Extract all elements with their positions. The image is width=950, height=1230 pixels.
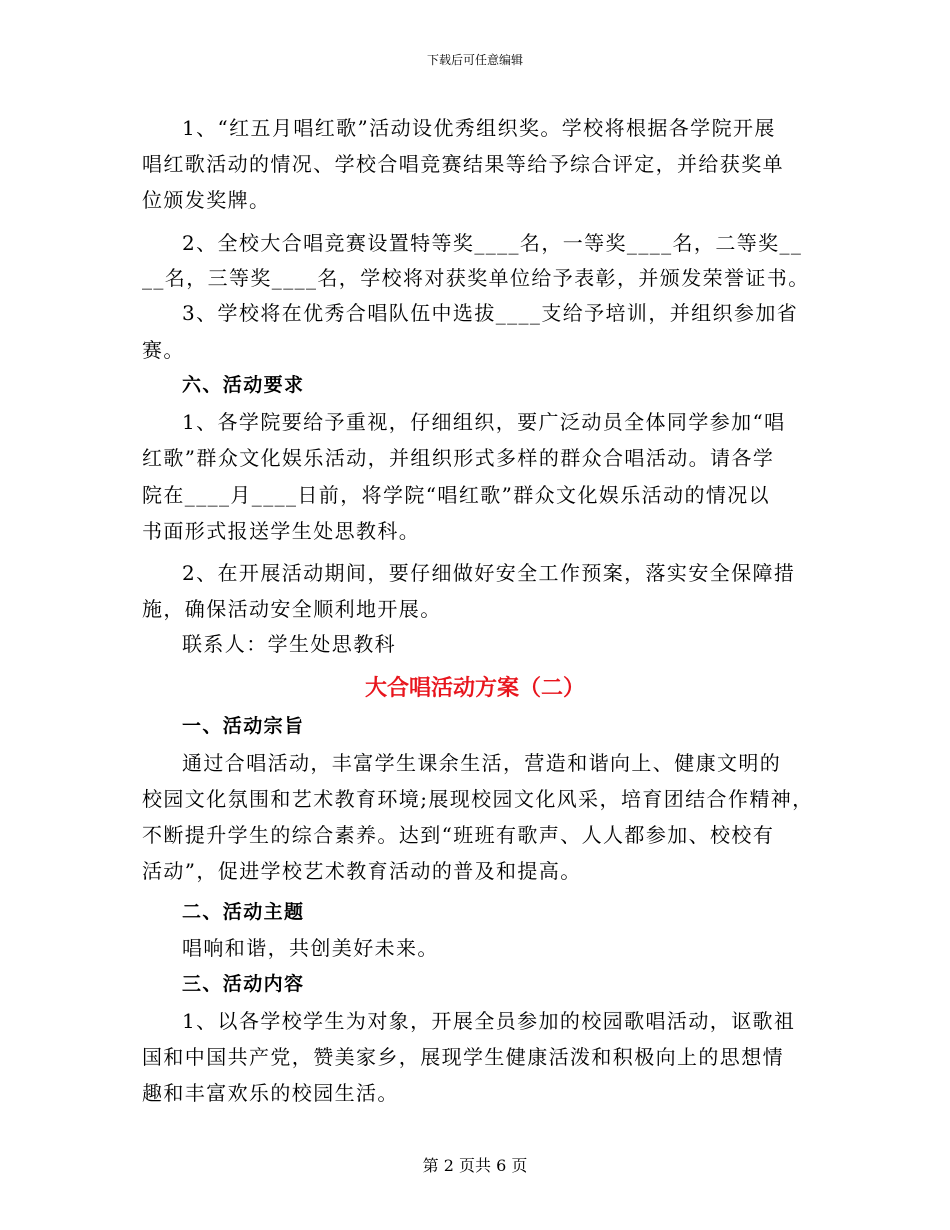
paragraph-line: 国和中国共产党，赞美家乡，展现学生健康活泼和积极向上的思想情	[142, 1045, 784, 1069]
paragraph-line: __名，三等奖____名，学校将对获奖单位给予表彰，并颁发荣誉证书。	[142, 266, 810, 290]
paragraph-line: 赛。	[142, 338, 185, 362]
paragraph-line: 2、全校大合唱竞赛设置特等奖____名，一等奖____名，二等奖__	[182, 231, 803, 255]
paragraph-line: 唱响和谐，共创美好未来。	[182, 936, 439, 960]
section-heading: 一、活动宗旨	[182, 715, 305, 737]
paragraph-line: 2、在开展活动期间，要仔细做好安全工作预案，落实安全保障措	[182, 561, 796, 585]
paragraph-line: 趣和丰富欢乐的校园生活。	[142, 1081, 399, 1105]
paragraph-line: 院在____月____日前，将学院“唱红歌”群众文化娱乐活动的情况以	[142, 483, 771, 507]
paragraph-line: 唱红歌活动的情况、学校合唱竞赛结果等给予综合评定，并给获奖单	[142, 152, 784, 176]
page-header: 下载后可任意编辑	[426, 53, 523, 67]
paragraph-line: 1、各学院要给予重视，仔细组织，要广泛动员全体同学参加“唱	[182, 410, 786, 434]
paragraph-line: 书面形式报送学生处思教科。	[142, 519, 421, 543]
section-heading: 二、活动主题	[182, 901, 305, 923]
paragraph-line: 1、以各学校学生为对象，开展全员参加的校园歌唱活动，讴歌祖	[182, 1009, 796, 1033]
paragraph-line: 不断提升学生的综合素养。达到“班班有歌声、人人都参加、校校有	[142, 823, 775, 847]
paragraph-line: 校园文化氛围和艺术教育环境;展现校园文化风采，培育团结合作精神，	[142, 787, 814, 811]
paragraph-line: 活动”，促进学校艺术教育活动的普及和提高。	[142, 859, 582, 883]
paragraph-line: 通过合唱活动，丰富学生课余生活，营造和谐向上、健康文明的	[182, 751, 782, 775]
page-footer: 第 2 页共 6 页	[422, 1156, 528, 1175]
paragraph-line: 位颁发奖牌。	[142, 188, 271, 212]
paragraph-line: 红歌”群众文化娱乐活动，并组织形式多样的群众合唱活动。请各学	[142, 446, 775, 470]
section-heading: 六、活动要求	[182, 374, 305, 396]
section-title: 大合唱活动方案（二）	[364, 676, 585, 701]
contact-line: 联系人：学生处思教科	[182, 632, 396, 656]
paragraph-line: 1、“红五月唱红歌”活动设优秀组织奖。学校将根据各学院开展	[182, 116, 776, 140]
paragraph-line: 3、学校将在优秀合唱队伍中选拔____支给予培训，并组织参加省	[182, 301, 799, 325]
section-heading: 三、活动内容	[182, 973, 305, 995]
paragraph-line: 施，确保活动安全顺利地开展。	[142, 597, 442, 621]
